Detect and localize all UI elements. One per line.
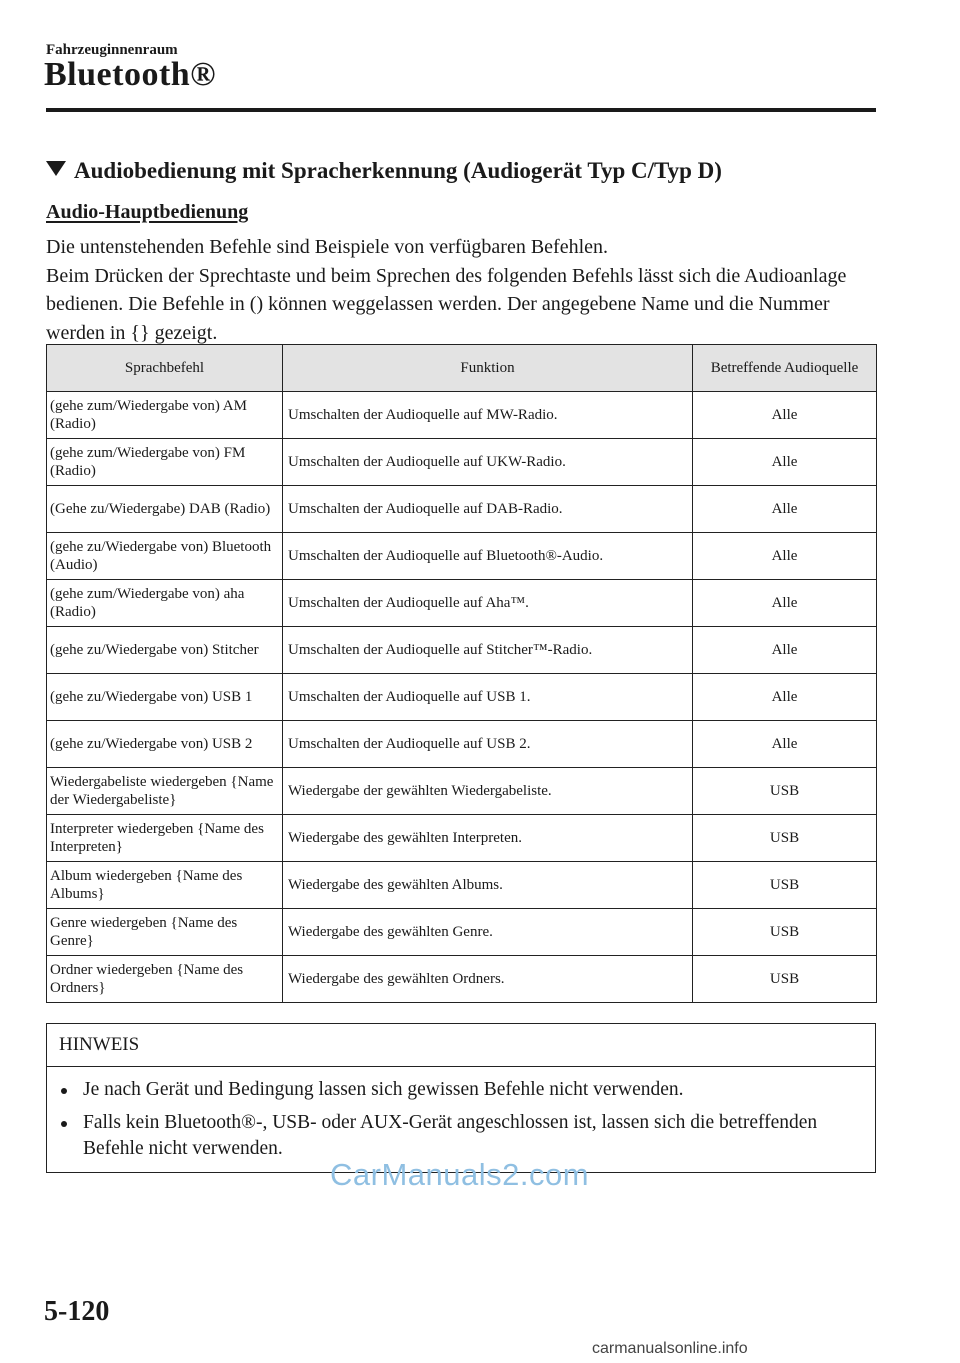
intro-line: Beim Drücken der Sprechtaste und beim Sprechen des folgenden Befehls lässt sich die Audioanlage bedienen. Die Befehle in () können weggelassen werden. Der angegebene Name und die Nummer werden in {} gezeigt. [46, 264, 847, 344]
source-cell: USB [693, 862, 877, 909]
table-row [47, 486, 877, 533]
page-title: Bluetooth® [44, 56, 217, 93]
source-cell: Alle [693, 486, 877, 533]
source-cell: Alle [693, 439, 877, 486]
table-row [47, 674, 877, 721]
note-item-text: Je nach Gerät und Bedingung lassen sich gewissen Befehle nicht verwenden. [83, 1079, 684, 1100]
source-cell: Alle [693, 674, 877, 721]
table-row [47, 392, 877, 439]
command-cell: Genre wiedergeben {Name des Genre} [47, 909, 283, 956]
command-cell: Interpreter wiedergeben {Name des Interpreten} [47, 815, 283, 862]
source-cell: Alle [693, 627, 877, 674]
function-cell: Umschalten der Audioquelle auf USB 2. [283, 721, 693, 768]
function-cell: Umschalten der Audioquelle auf Bluetooth®-Audio. [283, 533, 693, 580]
function-cell: Wiedergabe der gewählten Wiedergabeliste. [283, 768, 693, 815]
note-item [47, 1077, 875, 1103]
command-cell: (Gehe zu/Wiedergabe) DAB (Radio) [47, 486, 283, 533]
section-heading [46, 158, 722, 184]
source-cell: Alle [693, 392, 877, 439]
command-cell: Wiedergabeliste wiedergeben {Name der Wiedergabeliste} [47, 768, 283, 815]
function-cell: Umschalten der Audioquelle auf MW-Radio. [283, 392, 693, 439]
command-cell: Album wiedergeben {Name des Albums} [47, 862, 283, 909]
table-row [47, 533, 877, 580]
triangle-down-icon [46, 161, 66, 176]
column-header: Betreffende Audioquelle [693, 345, 877, 392]
bullet-icon [61, 1121, 67, 1127]
header-rule [46, 108, 876, 112]
command-cell: Ordner wiedergeben {Name des Ordners} [47, 956, 283, 1003]
table-row [47, 909, 877, 956]
source-cell: USB [693, 815, 877, 862]
bullet-icon [61, 1088, 67, 1094]
source-cell: Alle [693, 721, 877, 768]
command-cell: (gehe zu/Wiedergabe von) Stitcher [47, 627, 283, 674]
source-cell: USB [693, 956, 877, 1003]
source-cell: USB [693, 909, 877, 956]
function-cell: Wiedergabe des gewählten Interpreten. [283, 815, 693, 862]
intro-line: Die untenstehenden Befehle sind Beispiele von verfügbaren Befehlen. [46, 236, 609, 258]
section-heading-text: Audiobedienung mit Spracherkennung (Audiogerät Typ C/Typ D) [74, 158, 722, 183]
table-row [47, 862, 877, 909]
source-cell: USB [693, 768, 877, 815]
voice-command-table [46, 344, 877, 1003]
function-cell: Umschalten der Audioquelle auf DAB-Radio. [283, 486, 693, 533]
function-cell: Umschalten der Audioquelle auf UKW-Radio. [283, 439, 693, 486]
command-cell: (gehe zu/Wiedergabe von) USB 2 [47, 721, 283, 768]
column-header: Sprachbefehl [47, 345, 283, 392]
command-cell: (gehe zum/Wiedergabe von) FM (Radio) [47, 439, 283, 486]
table-header-row [47, 345, 877, 392]
note-item-text: Falls kein Bluetooth®-, USB- oder AUX-Gerät angeschlossen ist, lassen sich die betreffenden Befehle nicht verwenden. [83, 1112, 818, 1159]
function-cell: Umschalten der Audioquelle auf USB 1. [283, 674, 693, 721]
table-row [47, 439, 877, 486]
command-cell: (gehe zu/Wiedergabe von) Bluetooth (Audio) [47, 533, 283, 580]
section-label: Fahrzeuginnenraum [46, 42, 178, 58]
function-cell: Umschalten der Audioquelle auf Stitcher™-Radio. [283, 627, 693, 674]
page-number: 5-120 [44, 1296, 110, 1327]
subheading: Audio-Hauptbedienung [46, 201, 249, 223]
table-row [47, 721, 877, 768]
note-title: HINWEIS [47, 1024, 875, 1067]
table-row [47, 627, 877, 674]
source-cell: Alle [693, 580, 877, 627]
table-row [47, 815, 877, 862]
function-cell: Wiedergabe des gewählten Ordners. [283, 956, 693, 1003]
command-cell: (gehe zum/Wiedergabe von) AM (Radio) [47, 392, 283, 439]
table-row [47, 768, 877, 815]
function-cell: Wiedergabe des gewählten Genre. [283, 909, 693, 956]
column-header: Funktion [283, 345, 693, 392]
note-box [46, 1023, 876, 1173]
function-cell: Wiedergabe des gewählten Albums. [283, 862, 693, 909]
watermark: CarManuals2.com [330, 1157, 590, 1192]
command-cell: (gehe zum/Wiedergabe von) aha (Radio) [47, 580, 283, 627]
function-cell: Umschalten der Audioquelle auf Aha™. [283, 580, 693, 627]
table-row [47, 956, 877, 1003]
table-row [47, 580, 877, 627]
footer-watermark: carmanualsonline.info [592, 1340, 748, 1357]
note-item [47, 1110, 875, 1162]
command-cell: (gehe zu/Wiedergabe von) USB 1 [47, 674, 283, 721]
source-cell: Alle [693, 533, 877, 580]
intro-text [46, 233, 876, 347]
